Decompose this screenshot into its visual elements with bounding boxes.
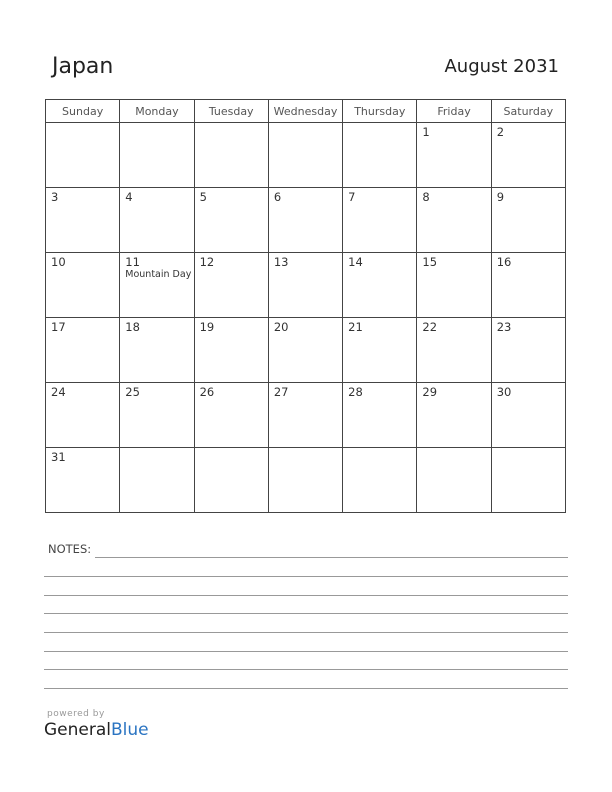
note-line [44, 632, 568, 633]
day-number [269, 448, 342, 450]
day-cell [120, 318, 194, 383]
day-cell [46, 383, 120, 448]
day-cell [343, 318, 417, 383]
brand-logo [44, 720, 149, 740]
weekday-header: Friday [417, 100, 491, 123]
day-cell [417, 383, 491, 448]
day-number: 3 [51, 190, 59, 204]
week-row [46, 123, 566, 188]
day-cell [194, 188, 268, 253]
day-number: 18 [125, 320, 140, 334]
day-cell [268, 253, 342, 318]
day-number: 21 [348, 320, 363, 334]
brand-blue: Blue [111, 720, 149, 740]
day-cell [194, 318, 268, 383]
day-number: 14 [348, 255, 363, 269]
day-number [492, 448, 565, 450]
day-cell [491, 318, 565, 383]
day-cell [491, 253, 565, 318]
day-number [195, 448, 268, 450]
day-cell [120, 188, 194, 253]
day-number: 22 [422, 320, 438, 334]
day-number: 17 [51, 320, 66, 334]
day-cell [417, 253, 491, 318]
day-number: 25 [125, 385, 140, 399]
day-cell [268, 123, 342, 188]
day-number: 9 [496, 190, 505, 204]
day-number: 30 [496, 385, 512, 399]
calendar-grid [45, 99, 566, 513]
weekday-header: Wednesday [268, 100, 342, 123]
day-cell [120, 448, 194, 513]
day-cell [268, 318, 342, 383]
day-number: 31 [51, 450, 66, 464]
day-number: 26 [199, 385, 215, 399]
week-row [46, 253, 566, 318]
week-row [46, 383, 566, 448]
weekday-header: Tuesday [194, 100, 268, 123]
day-number [195, 123, 268, 125]
day-number: 2 [496, 125, 505, 139]
day-cell [46, 448, 120, 513]
day-number: 28 [348, 385, 363, 399]
day-cell [343, 123, 417, 188]
weekday-header: Sunday [46, 100, 120, 123]
day-number: 24 [51, 385, 66, 399]
week-row [46, 318, 566, 383]
day-cell [120, 383, 194, 448]
day-number: 6 [273, 190, 282, 204]
day-cell [343, 253, 417, 318]
day-cell [194, 383, 268, 448]
day-cell [491, 383, 565, 448]
day-cell [343, 188, 417, 253]
holiday-label: Mountain Day [125, 269, 192, 280]
day-cell [46, 123, 120, 188]
day-number [120, 448, 193, 450]
day-number: 19 [199, 320, 215, 334]
day-number: 7 [348, 190, 356, 204]
day-cell [194, 123, 268, 188]
day-cell [46, 188, 120, 253]
day-number: 29 [422, 385, 438, 399]
day-cell [120, 253, 194, 318]
day-number: 10 [51, 255, 66, 269]
day-cell [417, 123, 491, 188]
day-cell [268, 448, 342, 513]
note-line [95, 557, 568, 558]
weekday-header: Thursday [343, 100, 417, 123]
day-cell [46, 318, 120, 383]
day-cell [46, 253, 120, 318]
day-number [343, 448, 416, 450]
brand-general: General [44, 720, 111, 740]
day-cell [417, 318, 491, 383]
country-title: Japan [52, 54, 114, 79]
month-year-title: August 2031 [444, 56, 559, 77]
day-number: 1 [422, 125, 430, 139]
day-number: 20 [273, 320, 289, 334]
powered-by-text: powered by [47, 709, 105, 719]
day-cell [491, 448, 565, 513]
day-cell [194, 253, 268, 318]
day-cell [194, 448, 268, 513]
day-cell [343, 448, 417, 513]
day-number: 8 [422, 190, 430, 204]
day-number: 13 [273, 255, 289, 269]
note-line [44, 613, 568, 614]
day-cell [343, 383, 417, 448]
week-row [46, 448, 566, 513]
day-cell [417, 188, 491, 253]
day-number: 5 [199, 190, 207, 204]
day-cell [491, 188, 565, 253]
weekday-header: Saturday [491, 100, 565, 123]
day-cell [120, 123, 194, 188]
day-number: 27 [273, 385, 289, 399]
note-line [44, 669, 568, 670]
note-line [44, 651, 568, 652]
day-number: 4 [125, 190, 133, 204]
day-number: 15 [422, 255, 438, 269]
day-cell [268, 383, 342, 448]
day-cell [268, 188, 342, 253]
day-number [120, 123, 193, 125]
day-number [417, 448, 490, 450]
week-row [46, 188, 566, 253]
note-line [44, 595, 568, 596]
note-line [44, 688, 568, 689]
day-number [343, 123, 416, 125]
day-number: 23 [496, 320, 512, 334]
day-number [46, 123, 119, 125]
day-cell [491, 123, 565, 188]
weekday-header-row [46, 100, 566, 123]
note-line [44, 576, 568, 577]
day-number: 11 [125, 255, 140, 269]
weekday-header: Monday [120, 100, 194, 123]
day-cell [417, 448, 491, 513]
notes-label: NOTES: [48, 542, 92, 556]
day-number [269, 123, 342, 125]
day-number: 12 [199, 255, 215, 269]
day-number: 16 [496, 255, 512, 269]
